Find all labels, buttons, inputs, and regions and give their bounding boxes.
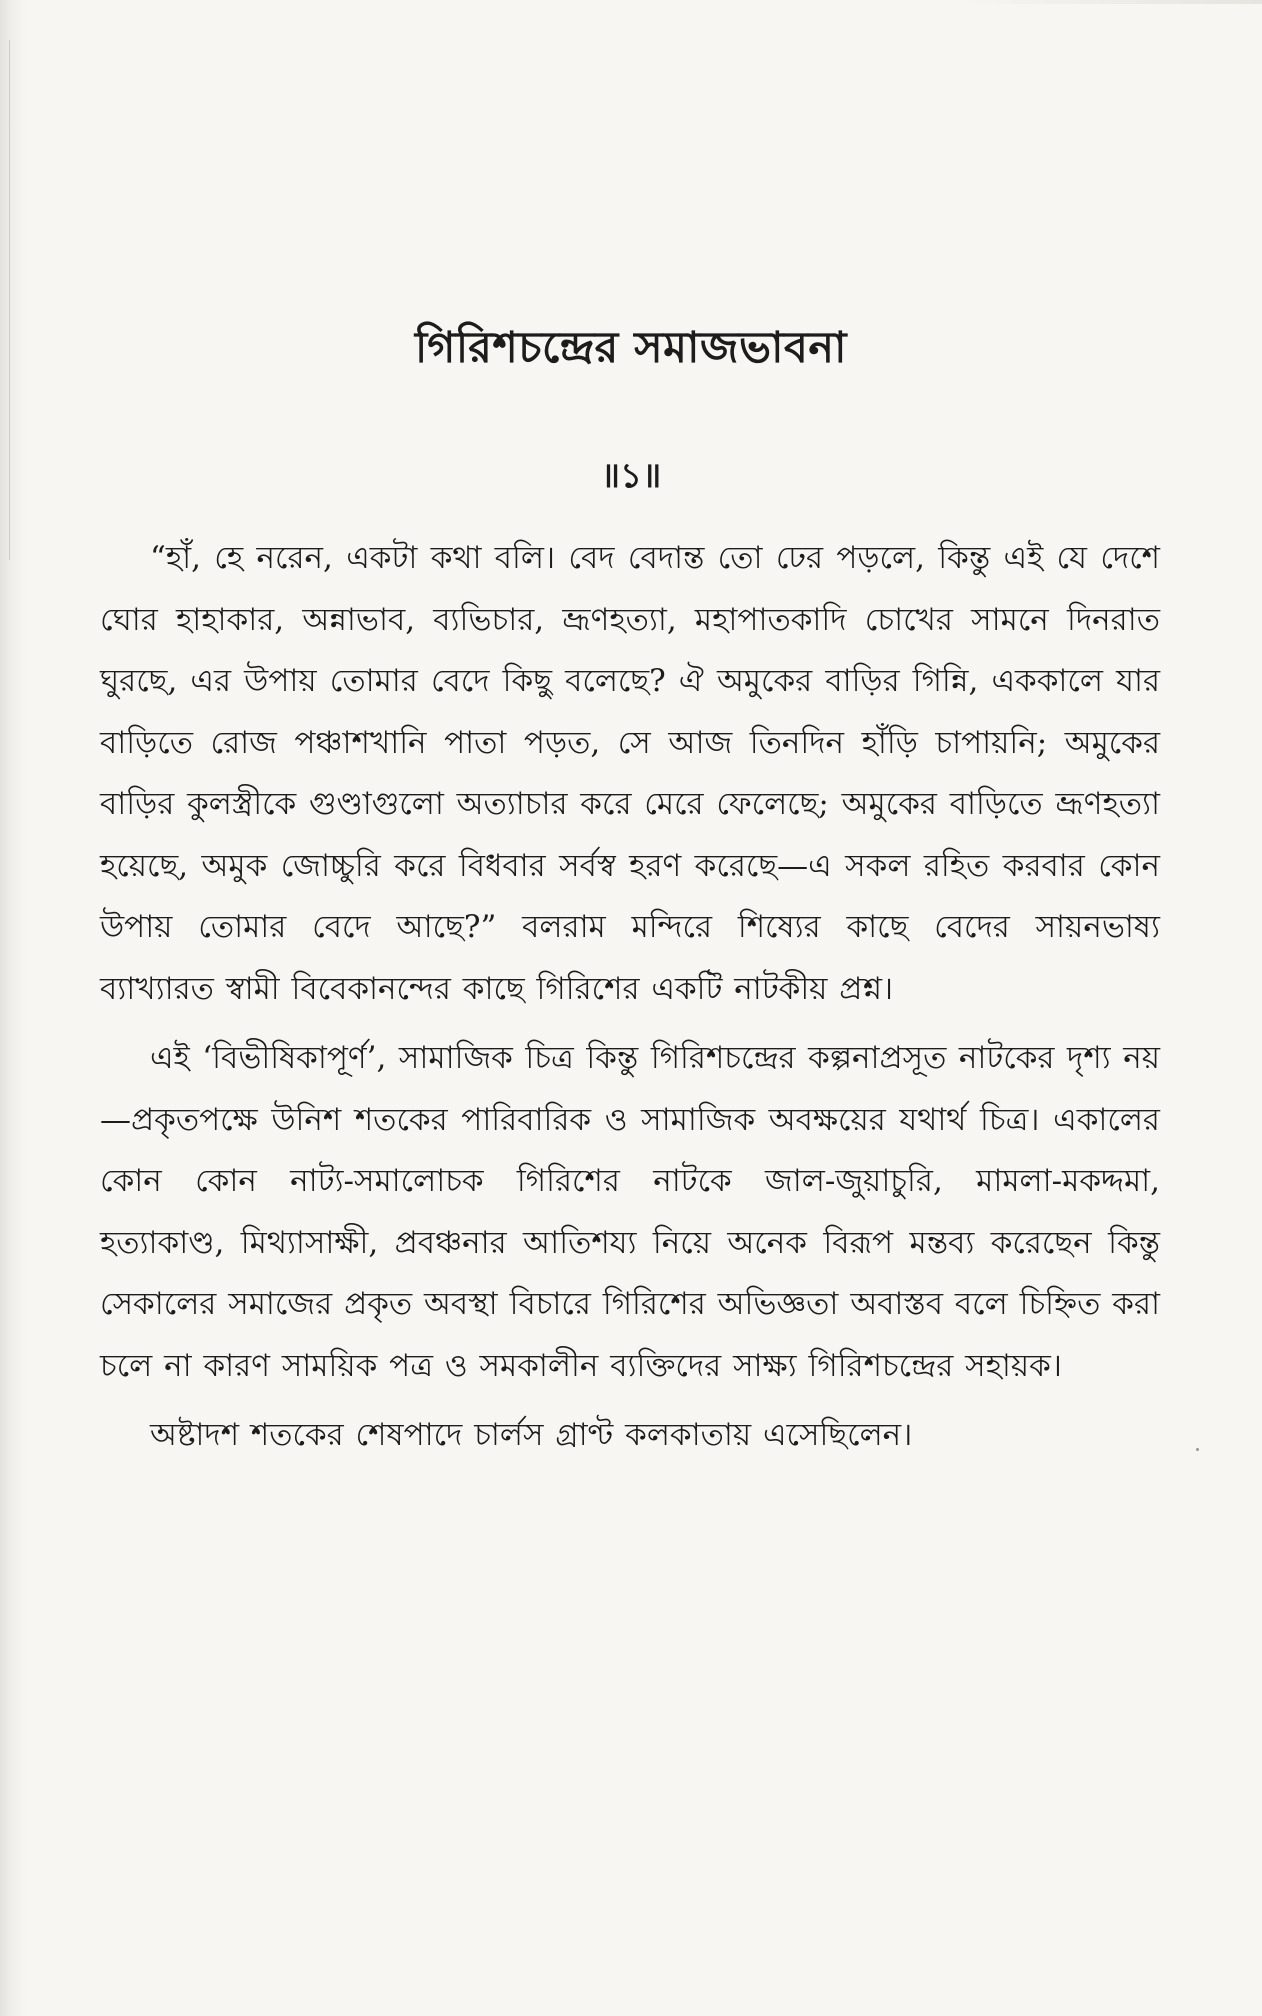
paper-speck [1196,1448,1199,1451]
page-gutter-shadow [0,0,26,2016]
page-top-edge [952,0,1262,4]
paragraph-1: “হাঁ, হে নরেন, একটা কথা বলি। বেদ বেদান্ত তো ঢের পড়লে, কিন্তু এই যে দেশে ঘোর হাহাকার, অন্নাভাব, ব্যভিচার, ভ্রূণহত্যা, মহাপাতকাদি চোখের সামনে দিনরাত ঘুরছে, এর উপায় তোমার বেদে কিছু বলেছে? ঐ অমুকের বাড়ির গিন্নি, এককালে যার বাড়িতে রোজ পঞ্চাশখানি পাতা পড়ত, সে আজ তিনদিন হাঁড়ি চাপায়নি; অমুকের বাড়ির কুলস্ত্রীকে গুণ্ডাগুলো অত্যাচার করে মেরে ফেলেছে; অমুকের বাড়িতে ভ্রূণহত্যা হয়েছে, অমুক জোচ্চুরি করে বিধবার সর্বস্ব হরণ করেছে—এ সকল রহিত করবার কোন উপায় তোমার বেদে আছে?” বলরাম মন্দিরে শিষ্যের কাছে বেদের সায়নভাষ্য ব্যাখ্যারত স্বামী বিবেকানন্দের কাছে গিরিশের একটি নাটকীয় প্রশ্ন। [100,540,1160,1007]
paragraph-3: অষ্টাদশ শতকের শেষপাদে চার্লস গ্রাণ্ট কলকাতায় এসেছিলেন। [150,1417,913,1453]
paragraph-2: এই ‘বিভীষিকাপূর্ণ’, সামাজিক চিত্র কিন্তু গিরিশচন্দ্রের কল্পনাপ্রসূত নাটকের দৃশ্য নয়—প্রকৃতপক্ষে উনিশ শতকের পারিবারিক ও সামাজিক অবক্ষয়ের যথার্থ চিত্র। একালের কোন কোন নাট্য-সমালোচক গিরিশের নাটকে জাল-জুয়াচুরি, মামলা-মকদ্দমা, হত্যাকাণ্ড, মিথ্যাসাক্ষী, প্রবঞ্চনার আতিশয্য নিয়ে অনেক বিরূপ মন্তব্য করেছেন কিন্তু সেকালের সমাজের প্রকৃত অবস্থা বিচারে গিরিশের অভিজ্ঞতা অবাস্তব বলে চিহ্নিত করা চলে না কারণ সাময়িক পত্র ও সমকালীন ব্যক্তিদের সাক্ষ্য গিরিশচন্দ্রের সহায়ক। [100,1040,1160,1384]
section-number: ॥১॥ [600,456,662,496]
body-text [100,528,1160,1467]
chapter-title: গিরিশচন্দ্রের সমাজভাবনা [414,323,848,373]
